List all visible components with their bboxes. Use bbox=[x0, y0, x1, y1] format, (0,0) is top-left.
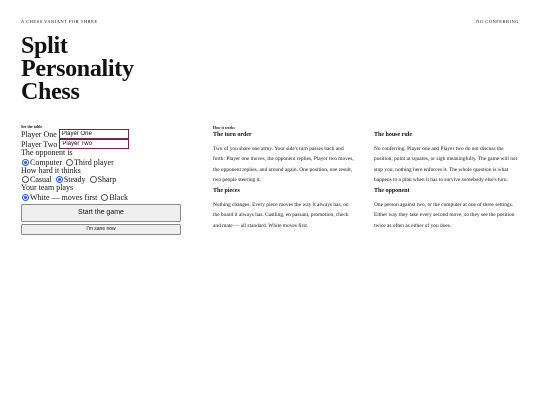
section-body: Nothing changes. Every piece moves the way it always has, on the board it always has. Castling, en passant, promotion, check and mate — all standard. White moves first. bbox=[213, 202, 349, 229]
sane-now-button[interactable]: I'm sane now bbox=[21, 224, 181, 235]
title-line: Split bbox=[21, 33, 68, 59]
difficulty-sharp-label[interactable]: Sharp bbox=[97, 175, 117, 184]
title-line: Chess bbox=[21, 79, 80, 105]
rules-column-right bbox=[374, 130, 520, 231]
player-one-row bbox=[21, 129, 181, 139]
section-title: The turn order bbox=[213, 132, 252, 138]
start-game-button[interactable]: Start the game bbox=[21, 204, 181, 222]
difficulty-casual-radio[interactable] bbox=[22, 176, 29, 183]
no-conferring-text: NO CONFERRING bbox=[476, 19, 519, 24]
team-black-radio[interactable] bbox=[101, 194, 108, 201]
section-body: No conferring. Player one and Player two do not discuss the position, point at squares, or sigh meaningfully. The game will not stop you; nothing here enforces it. The whole question is what happens to a plan when it has to survive somebody else's turn. bbox=[374, 146, 518, 183]
difficulty-sharp-radio[interactable] bbox=[90, 176, 97, 183]
team-options bbox=[21, 193, 181, 202]
team-label: Your team plays bbox=[21, 183, 74, 192]
section-body: Two of you share one army. Your side's turn passes back and forth: Player one moves, the opponent replies, Player two moves, the opponent replies, and around again. One position, one result, two people steering it. bbox=[213, 146, 354, 183]
page-title bbox=[21, 35, 134, 104]
player-one-label: Player One bbox=[21, 129, 57, 139]
setup-form bbox=[21, 124, 181, 235]
opponent-label: The opponent is bbox=[21, 148, 73, 157]
rules-column-left bbox=[213, 130, 355, 231]
team-black-label[interactable]: Black bbox=[109, 192, 128, 202]
section-body: One person against two, or the computer at one of three settings. Either way they take every second move, so they see the position twice as often as either of you does. bbox=[374, 202, 515, 229]
team-white-radio[interactable] bbox=[22, 194, 29, 201]
opponent-third-player-radio[interactable] bbox=[66, 159, 73, 166]
difficulty-steady-radio[interactable] bbox=[56, 176, 63, 183]
opponent-computer-radio[interactable] bbox=[22, 159, 29, 166]
section-title: The house rule bbox=[374, 132, 413, 138]
team-white-label[interactable]: White — moves first bbox=[30, 192, 98, 202]
difficulty-label: How hard it thinks bbox=[21, 165, 81, 175]
difficulty-steady-label[interactable]: Steady bbox=[63, 175, 86, 184]
title-line: Personality bbox=[21, 56, 134, 82]
opponent-third-player-label[interactable]: Third player bbox=[74, 157, 114, 167]
how-it-works-caption: How it works bbox=[213, 126, 235, 130]
player-two-label: Player Two bbox=[21, 139, 58, 149]
kicker-text: A CHESS VARIANT FOR THREE bbox=[21, 19, 98, 24]
difficulty-casual-label[interactable]: Casual bbox=[30, 175, 52, 184]
section-title: The opponent bbox=[374, 188, 410, 195]
player-one-input[interactable] bbox=[59, 129, 129, 139]
section-title: The pieces bbox=[213, 188, 240, 195]
opponent-computer-label[interactable]: Computer bbox=[30, 157, 62, 167]
form-caption: Set the table bbox=[21, 124, 43, 129]
